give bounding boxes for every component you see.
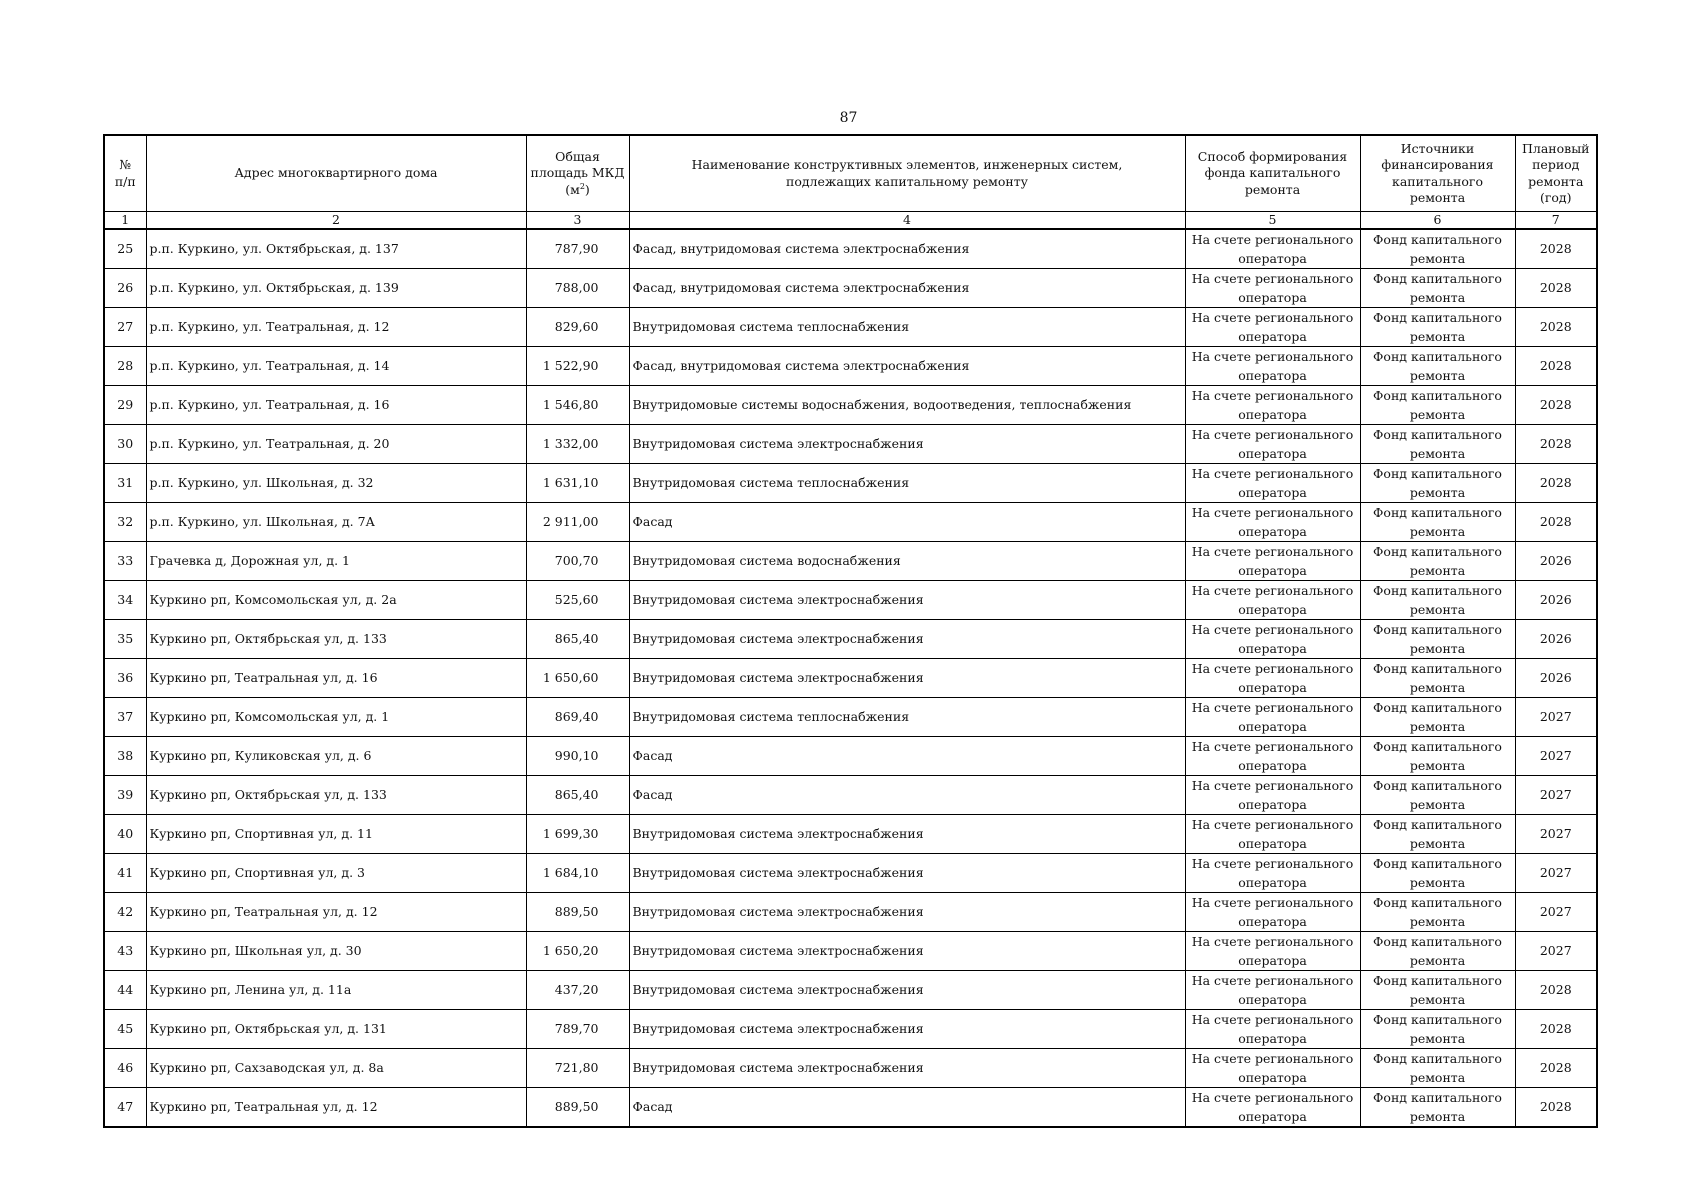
row-number-cell: 25 [104,229,146,269]
address-cell: Куркино рп, Сахзаводская ул, д. 8а [146,1049,526,1088]
financing-source-cell-line: Фонд капитального [1373,1090,1502,1105]
planned-year-cell: 2028 [1515,1088,1597,1128]
financing-source-cell-line: Фонд капитального [1373,427,1502,442]
financing-source-cell [1360,1010,1515,1049]
planned-year-cell: 2028 [1515,347,1597,386]
table-row [104,620,1597,659]
planned-year-cell: 2027 [1515,776,1597,815]
fund-method-cell [1185,620,1360,659]
financing-source-cell-line: Фонд капитального [1373,778,1502,793]
fund-method-cell [1185,425,1360,464]
planned-year-cell: 2028 [1515,503,1597,542]
financing-source-cell [1360,659,1515,698]
fund-method-cell [1185,347,1360,386]
column-number-cell: 2 [146,212,526,230]
elements-cell: Фасад, внутридомовая система электроснабжения [629,347,1185,386]
elements-cell: Внутридомовая система электроснабжения [629,932,1185,971]
area-cell: 788,00 [526,269,629,308]
area-cell: 869,40 [526,698,629,737]
financing-source-cell [1360,1088,1515,1128]
financing-source-cell [1360,503,1515,542]
financing-source-cell-line: Фонд капитального [1373,505,1502,520]
fund-method-cell-line: оператора [1238,953,1307,968]
table-row [104,1049,1597,1088]
table-row [104,503,1597,542]
fund-method-cell-line: оператора [1238,1070,1307,1085]
fund-method-cell [1185,581,1360,620]
planned-year-cell: 2028 [1515,971,1597,1010]
fund-method-cell-line: На счете регионального [1191,778,1354,793]
fund-method-cell-line: На счете регионального [1191,700,1354,715]
address-cell: Куркино рп, Ленина ул, д. 11а [146,971,526,1010]
address-cell: Куркино рп, Театральная ул, д. 16 [146,659,526,698]
fund-method-cell-line: На счете регионального [1191,973,1354,988]
fund-method-cell-line: оператора [1238,797,1307,812]
address-cell: р.п. Куркино, ул. Театральная, д. 20 [146,425,526,464]
financing-source-cell-line: Фонд капитального [1373,388,1502,403]
table-row [104,932,1597,971]
header-address: Адрес многоквартирного дома [146,135,526,212]
address-cell: р.п. Куркино, ул. Октябрьская, д. 139 [146,269,526,308]
row-number-cell: 27 [104,308,146,347]
header-fund-method: Способ формирования фонда капитального ремонта [1185,135,1360,212]
planned-year-cell: 2027 [1515,815,1597,854]
financing-source-cell [1360,464,1515,503]
table-row [104,386,1597,425]
row-number-cell: 41 [104,854,146,893]
header-area-unit: $(м^2)$ [565,181,590,197]
fund-method-cell [1185,659,1360,698]
elements-cell: Внутридомовая система теплоснабжения [629,464,1185,503]
row-number-cell: 35 [104,620,146,659]
fund-method-cell-line: На счете регионального [1191,1090,1354,1105]
area-cell: 1 522,90 [526,347,629,386]
fund-method-cell-line: оператора [1238,290,1307,305]
fund-method-cell [1185,503,1360,542]
elements-cell: Внутридомовая система теплоснабжения [629,698,1185,737]
header-planned-period: Плановый период ремонта (год) [1515,135,1597,212]
page-number: 87 [839,110,858,126]
elements-cell: Внутридомовая система электроснабжения [629,854,1185,893]
row-number-cell: 45 [104,1010,146,1049]
fund-method-cell [1185,971,1360,1010]
planned-year-cell: 2028 [1515,386,1597,425]
financing-source-cell-line: Фонд капитального [1373,1012,1502,1027]
fund-method-cell [1185,542,1360,581]
elements-cell: Внутридомовая система электроснабжения [629,815,1185,854]
financing-source-cell [1360,854,1515,893]
area-cell: 700,70 [526,542,629,581]
planned-year-cell: 2027 [1515,737,1597,776]
fund-method-cell-line: На счете регионального [1191,466,1354,481]
financing-source-cell-line: Фонд капитального [1373,544,1502,559]
planned-year-cell: 2027 [1515,893,1597,932]
area-cell: 1 546,80 [526,386,629,425]
address-cell: Куркино рп, Куликовская ул, д. 6 [146,737,526,776]
header-financing-source: Источники финансирования капитального ремонта [1360,135,1515,212]
header-elements: Наименование конструктивных элементов, инженерных систем, подлежащих капитальному ремонту [629,135,1185,212]
fund-method-cell-line: На счете регионального [1191,661,1354,676]
address-cell: р.п. Куркино, ул. Школьная, д. 32 [146,464,526,503]
financing-source-cell-line: ремонта [1409,524,1466,539]
area-cell: 1 631,10 [526,464,629,503]
area-cell: 1 684,10 [526,854,629,893]
fund-method-cell-line: оператора [1238,1109,1307,1124]
table-row [104,815,1597,854]
financing-source-cell [1360,698,1515,737]
financing-source-cell-line: Фонд капитального [1373,700,1502,715]
fund-method-cell-line: На счете регионального [1191,271,1354,286]
fund-method-cell-line: На счете регионального [1191,232,1354,247]
financing-source-cell-line: ремонта [1409,329,1466,344]
financing-source-cell [1360,347,1515,386]
area-cell: 2 911,00 [526,503,629,542]
fund-method-cell-line: оператора [1238,485,1307,500]
table-row [104,893,1597,932]
address-cell: Куркино рп, Комсомольская ул, д. 1 [146,698,526,737]
financing-source-cell-line: ремонта [1409,446,1466,461]
address-cell: Куркино рп, Театральная ул, д. 12 [146,893,526,932]
planned-year-cell: 2027 [1515,698,1597,737]
elements-cell: Фасад [629,503,1185,542]
fund-method-cell-line: На счете регионального [1191,310,1354,325]
address-cell: Куркино рп, Октябрьская ул, д. 133 [146,776,526,815]
financing-source-cell-line: Фонд капитального [1373,349,1502,364]
row-number-cell: 26 [104,269,146,308]
fund-method-cell-line: оператора [1238,446,1307,461]
planned-year-cell: 2028 [1515,464,1597,503]
financing-source-cell [1360,581,1515,620]
area-cell: 525,60 [526,581,629,620]
address-cell: Куркино рп, Октябрьская ул, д. 133 [146,620,526,659]
planned-year-cell: 2028 [1515,269,1597,308]
fund-method-cell-line: оператора [1238,992,1307,1007]
row-number-cell: 38 [104,737,146,776]
column-number-row [104,212,1597,230]
area-cell: 829,60 [526,308,629,347]
table-row [104,854,1597,893]
financing-source-cell [1360,542,1515,581]
financing-source-cell-line: ремонта [1409,797,1466,812]
header-area-label: Общая площадь МКД [530,149,625,181]
financing-source-cell-line: ремонта [1409,680,1466,695]
financing-source-cell-line: ремонта [1409,251,1466,266]
planned-year-cell: 2028 [1515,1010,1597,1049]
fund-method-cell-line: оператора [1238,602,1307,617]
fund-method-cell-line: На счете регионального [1191,427,1354,442]
fund-method-cell-line: На счете регионального [1191,739,1354,754]
financing-source-cell [1360,1049,1515,1088]
financing-source-cell-line: Фонд капитального [1373,1051,1502,1066]
table-row [104,269,1597,308]
area-cell: 1 699,30 [526,815,629,854]
table-row [104,464,1597,503]
elements-cell: Фасад [629,1088,1185,1128]
address-cell: Куркино рп, Октябрьская ул, д. 131 [146,1010,526,1049]
planned-year-cell: 2028 [1515,308,1597,347]
elements-cell: Внутридомовая система электроснабжения [629,581,1185,620]
area-cell: 1 650,60 [526,659,629,698]
financing-source-cell-line: Фонд капитального [1373,973,1502,988]
financing-source-cell-line: Фонд капитального [1373,856,1502,871]
column-number-cell: 1 [104,212,146,230]
elements-cell: Фасад, внутридомовая система электроснабжения [629,269,1185,308]
elements-cell: Внутридомовая система водоснабжения [629,542,1185,581]
financing-source-cell-line: ремонта [1409,719,1466,734]
financing-source-cell [1360,932,1515,971]
elements-cell: Внутридомовая система теплоснабжения [629,308,1185,347]
fund-method-cell-line: оператора [1238,758,1307,773]
area-cell: 865,40 [526,776,629,815]
financing-source-cell-line: ремонта [1409,602,1466,617]
fund-method-cell-line: На счете регионального [1191,583,1354,598]
address-cell: р.п. Куркино, ул. Театральная, д. 14 [146,347,526,386]
planned-year-cell: 2027 [1515,854,1597,893]
table-row [104,698,1597,737]
financing-source-cell-line: Фонд капитального [1373,739,1502,754]
elements-cell: Внутридомовая система электроснабжения [629,893,1185,932]
table-row [104,776,1597,815]
fund-method-cell-line: оператора [1238,914,1307,929]
fund-method-cell-line: оператора [1238,719,1307,734]
table-row [104,659,1597,698]
area-cell: 865,40 [526,620,629,659]
financing-source-cell-line: ремонта [1409,758,1466,773]
address-cell: Грачевка д, Дорожная ул, д. 1 [146,542,526,581]
fund-method-cell-line: оператора [1238,524,1307,539]
fund-method-cell [1185,464,1360,503]
financing-source-cell [1360,737,1515,776]
fund-method-cell-line: На счете регионального [1191,1012,1354,1027]
financing-source-cell-line: Фонд капитального [1373,934,1502,949]
financing-source-cell-line: ремонта [1409,485,1466,500]
fund-method-cell-line: На счете регионального [1191,856,1354,871]
fund-method-cell-line: На счете регионального [1191,505,1354,520]
column-number-cell: 7 [1515,212,1597,230]
elements-cell: Внутридомовая система электроснабжения [629,659,1185,698]
table-row [104,1010,1597,1049]
elements-cell: Внутридомовая система электроснабжения [629,620,1185,659]
fund-method-cell [1185,893,1360,932]
financing-source-cell [1360,893,1515,932]
financing-source-cell-line: Фонд капитального [1373,271,1502,286]
elements-cell: Фасад [629,737,1185,776]
row-number-cell: 37 [104,698,146,737]
fund-method-cell-line: оператора [1238,407,1307,422]
elements-cell: Фасад [629,776,1185,815]
fund-method-cell [1185,386,1360,425]
row-number-cell: 31 [104,464,146,503]
address-cell: Куркино рп, Театральная ул, д. 12 [146,1088,526,1128]
column-number-cell: 5 [1185,212,1360,230]
table-row [104,1088,1597,1128]
table-row [104,737,1597,776]
fund-method-cell-line: На счете регионального [1191,388,1354,403]
financing-source-cell-line: Фонд капитального [1373,661,1502,676]
financing-source-cell-line: ремонта [1409,1070,1466,1085]
row-number-cell: 30 [104,425,146,464]
fund-method-cell-line: оператора [1238,251,1307,266]
area-cell: 990,10 [526,737,629,776]
table-row [104,229,1597,269]
planned-year-cell: 2026 [1515,620,1597,659]
area-cell: 1 650,20 [526,932,629,971]
address-cell: Куркино рп, Школьная ул, д. 30 [146,932,526,971]
address-cell: р.п. Куркино, ул. Школьная, д. 7А [146,503,526,542]
planned-year-cell: 2027 [1515,932,1597,971]
fund-method-cell-line: На счете регионального [1191,1051,1354,1066]
fund-method-cell [1185,815,1360,854]
row-number-cell: 34 [104,581,146,620]
table-row [104,581,1597,620]
fund-method-cell-line: На счете регионального [1191,934,1354,949]
fund-method-cell-line: оператора [1238,1031,1307,1046]
address-cell: Куркино рп, Комсомольская ул, д. 2а [146,581,526,620]
row-number-cell: 47 [104,1088,146,1128]
financing-source-cell-line: Фонд капитального [1373,622,1502,637]
fund-method-cell-line: оператора [1238,680,1307,695]
financing-source-cell-line: Фонд капитального [1373,310,1502,325]
financing-source-cell [1360,776,1515,815]
row-number-cell: 39 [104,776,146,815]
row-number-cell: 40 [104,815,146,854]
area-cell: 1 332,00 [526,425,629,464]
fund-method-cell-line: оператора [1238,329,1307,344]
row-number-cell: 44 [104,971,146,1010]
row-number-cell: 33 [104,542,146,581]
financing-source-cell-line: ремонта [1409,914,1466,929]
financing-source-cell-line: Фонд капитального [1373,895,1502,910]
financing-source-cell [1360,386,1515,425]
elements-cell: Внутридомовые системы водоснабжения, водоотведения, теплоснабжения [629,386,1185,425]
row-number-cell: 32 [104,503,146,542]
address-cell: Куркино рп, Спортивная ул, д. 3 [146,854,526,893]
fund-method-cell-line: На счете регионального [1191,349,1354,364]
row-number-cell: 42 [104,893,146,932]
column-number-cell: 3 [526,212,629,230]
financing-source-cell-line: ремонта [1409,992,1466,1007]
fund-method-cell-line: оператора [1238,368,1307,383]
area-cell: 787,90 [526,229,629,269]
elements-cell: Внутридомовая система электроснабжения [629,1010,1185,1049]
table-body [104,229,1597,1127]
fund-method-cell-line: На счете регионального [1191,544,1354,559]
fund-method-cell [1185,1088,1360,1128]
repair-program-table [103,134,1598,1128]
planned-year-cell: 2026 [1515,659,1597,698]
elements-cell: Фасад, внутридомовая система электроснабжения [629,229,1185,269]
column-number-cell: 4 [629,212,1185,230]
fund-method-cell-line: оператора [1238,875,1307,890]
column-number-cell: 6 [1360,212,1515,230]
header-number: № п/п [104,135,146,212]
fund-method-cell [1185,269,1360,308]
table-row [104,425,1597,464]
fund-method-cell [1185,1010,1360,1049]
financing-source-cell [1360,815,1515,854]
area-cell: 789,70 [526,1010,629,1049]
financing-source-cell [1360,971,1515,1010]
area-cell: 889,50 [526,1088,629,1128]
address-cell: р.п. Куркино, ул. Театральная, д. 12 [146,308,526,347]
planned-year-cell: 2026 [1515,581,1597,620]
planned-year-cell: 2028 [1515,229,1597,269]
table-row [104,542,1597,581]
financing-source-cell-line: ремонта [1409,641,1466,656]
financing-source-cell [1360,229,1515,269]
planned-year-cell: 2026 [1515,542,1597,581]
fund-method-cell-line: оператора [1238,563,1307,578]
financing-source-cell [1360,620,1515,659]
fund-method-cell [1185,308,1360,347]
area-cell: 889,50 [526,893,629,932]
fund-method-cell-line: оператора [1238,836,1307,851]
financing-source-cell [1360,308,1515,347]
fund-method-cell-line: оператора [1238,641,1307,656]
fund-method-cell [1185,229,1360,269]
fund-method-cell [1185,698,1360,737]
table-header-row [104,135,1597,212]
table-row [104,308,1597,347]
financing-source-cell-line: ремонта [1409,368,1466,383]
elements-cell: Внутридомовая система электроснабжения [629,1049,1185,1088]
financing-source-cell-line: ремонта [1409,1109,1466,1124]
table-row [104,971,1597,1010]
fund-method-cell [1185,737,1360,776]
financing-source-cell [1360,425,1515,464]
fund-method-cell-line: На счете регионального [1191,895,1354,910]
fund-method-cell [1185,854,1360,893]
area-cell: 437,20 [526,971,629,1010]
financing-source-cell-line: ремонта [1409,1031,1466,1046]
elements-cell: Внутридомовая система электроснабжения [629,425,1185,464]
address-cell: р.п. Куркино, ул. Театральная, д. 16 [146,386,526,425]
elements-cell: Внутридомовая система электроснабжения [629,971,1185,1010]
row-number-cell: 46 [104,1049,146,1088]
row-number-cell: 28 [104,347,146,386]
table-row [104,347,1597,386]
fund-method-cell-line: На счете регионального [1191,622,1354,637]
row-number-cell: 36 [104,659,146,698]
header-area [526,135,629,212]
financing-source-cell [1360,269,1515,308]
financing-source-cell-line: ремонта [1409,563,1466,578]
area-cell: 721,80 [526,1049,629,1088]
planned-year-cell: 2028 [1515,425,1597,464]
fund-method-cell-line: На счете регионального [1191,817,1354,832]
financing-source-cell-line: ремонта [1409,875,1466,890]
planned-year-cell: 2028 [1515,1049,1597,1088]
financing-source-cell-line: Фонд капитального [1373,232,1502,247]
row-number-cell: 29 [104,386,146,425]
financing-source-cell-line: Фонд капитального [1373,583,1502,598]
financing-source-cell-line: ремонта [1409,407,1466,422]
financing-source-cell-line: ремонта [1409,836,1466,851]
address-cell: Куркино рп, Спортивная ул, д. 11 [146,815,526,854]
financing-source-cell-line: Фонд капитального [1373,466,1502,481]
row-number-cell: 43 [104,932,146,971]
financing-source-cell-line: ремонта [1409,953,1466,968]
financing-source-cell-line: ремонта [1409,290,1466,305]
fund-method-cell [1185,1049,1360,1088]
fund-method-cell [1185,776,1360,815]
fund-method-cell [1185,932,1360,971]
financing-source-cell-line: Фонд капитального [1373,817,1502,832]
address-cell: р.п. Куркино, ул. Октябрьская, д. 137 [146,229,526,269]
